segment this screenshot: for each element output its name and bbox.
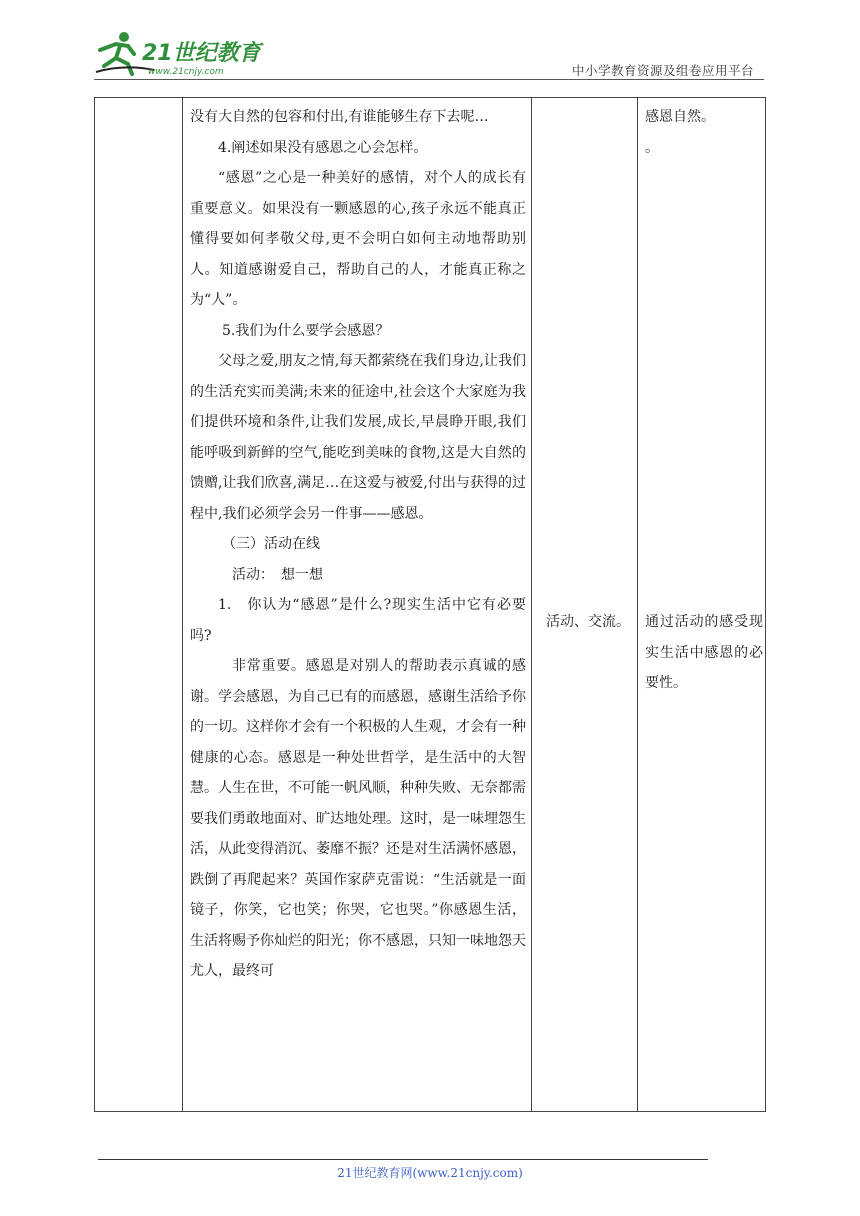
runner-logo-icon (94, 30, 264, 78)
section-heading: （三）活动在线 (222, 536, 320, 552)
method-cell: 活动、交流。 (546, 614, 630, 630)
footer-link[interactable]: 21世纪教育网(www.21cnjy.com) (337, 1166, 523, 1180)
answer-5: 父母之爱,朋友之情,每天都萦绕在我们身边,让我们的生活充实而美满;未来的征途中,社会这个大家庭为我们提供环境和条件,让我们发展,成长,早晨睁开眼,我们能呼吸到新鲜的空气,能吃到美味的食物,这是大自然的馈赠,让我们欣喜,满足…在这爱与被爱,付出与获得的过程中,我们必须学会另一件事——感恩。 (190, 353, 526, 522)
activity-answer-1: 非常重要。感恩是对别人的帮助表示真诚的感谢。学会感恩，为自己已有的而感恩，感谢生活给予你的一切。这样你才会有一个积极的人生观，才会有一种健康的心态。感恩是一种处世哲学，是生活中的大智慧。人生在世，不可能一帆风顺，种种失败、无奈都需要我们勇敢地面对、旷达地处理。这时，是一味埋怨生活，从此变得消沉、萎靡不振？还是对生活满怀感恩，跌倒了再爬起来？英国作家萨克雷说：“生活就是一面镜子，你笑，它也笑；你哭，它也哭。”你感恩生活，生活将赐予你灿烂的阳光；你不感恩，只知一味地怨天尤人，最终可 (190, 658, 526, 979)
intent-activity: 通过活动的感受现实生活中感恩的必要性。 (645, 614, 763, 691)
content-paragraph: 没有大自然的包容和付出,有谁能够生存下去呢… (190, 109, 489, 125)
design-intent-cell (645, 102, 763, 691)
column-divider (182, 98, 183, 1111)
logo-url: www.21cnjy.com (148, 67, 224, 77)
lesson-table (94, 97, 766, 1112)
activity-title: 活动： 想一想 (232, 566, 323, 583)
column-divider (531, 98, 532, 1111)
site-logo[interactable] (94, 30, 264, 78)
page-header (0, 0, 860, 90)
column-divider (637, 98, 638, 1111)
teaching-content-cell (190, 102, 526, 987)
answer-4: “感恩”之心是一种美好的感情，对个人的成长有重要意义。如果没有一颗感恩的心,孩子永远不能真正懂得要如何孝敬父母,更不会明白如何主动地帮助别人。知道感谢爱自己，帮助自己的人，才能真正称之为“人”。 (190, 170, 526, 308)
header-divider (94, 79, 764, 80)
intent-line: 感恩自然。 (645, 109, 715, 125)
question-4: 4.阐述如果没有感恩之心会怎样。 (218, 139, 428, 156)
footer-divider (98, 1159, 708, 1160)
question-5: 5.我们为什么要学会感恩？ (222, 322, 390, 339)
platform-title: 中小学教育资源及组卷应用平台 (572, 63, 755, 78)
logo-title: 21世纪教育 (142, 41, 261, 66)
activity-question-1: 1. 你认为“感恩”是什么?现实生活中它有必要吗? (190, 597, 526, 644)
intent-line: 。 (645, 139, 659, 156)
